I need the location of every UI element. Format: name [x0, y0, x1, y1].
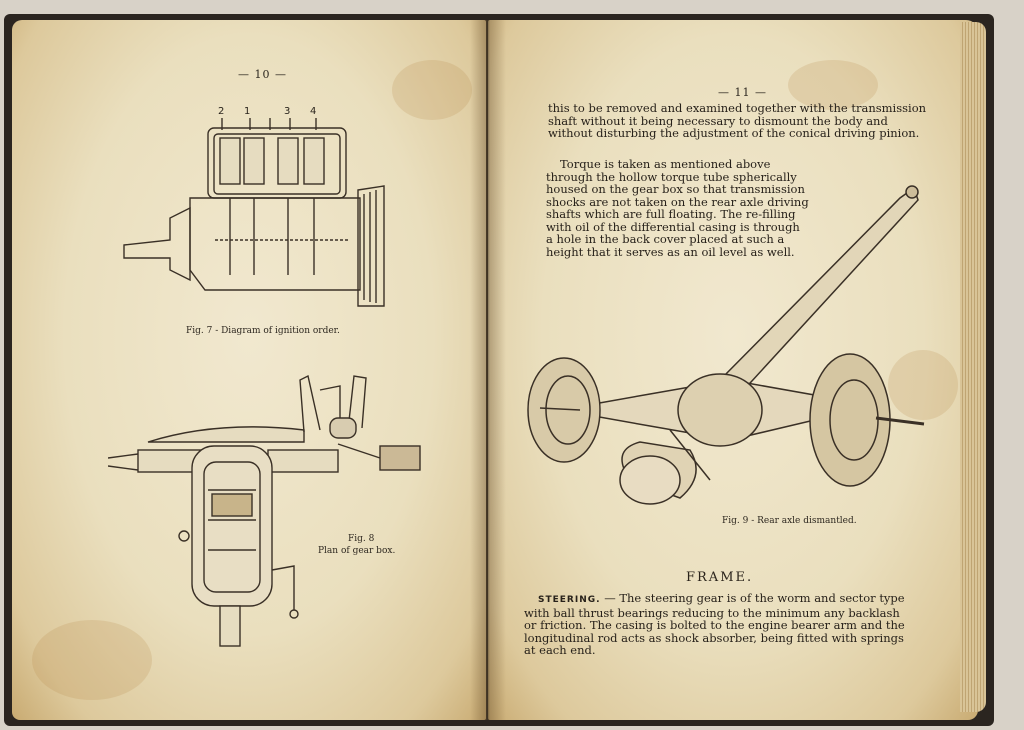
page-number-right: — 11 —	[718, 86, 767, 99]
figure-8-gearbox-plan	[108, 370, 428, 650]
cylinder-label: 1	[244, 106, 251, 117]
paragraph-transmission: this to be removed and examined together with the transmission shaft without it being necessary to dismount the body and without disturbing the adjustment of the conical driving pinion.	[548, 101, 927, 140]
cylinder-label: 4	[310, 106, 317, 117]
page-edges	[960, 22, 986, 712]
cylinder-label: 2	[218, 106, 225, 117]
figure-9-caption: Fig. 9 - Rear axle dismantled.	[722, 516, 857, 526]
section-title-frame: FRAME.	[686, 570, 754, 585]
figure-8-caption: Plan of gear box.	[318, 546, 396, 556]
book-gutter	[470, 20, 506, 720]
paragraph-torque: Torque is taken as mentioned above through the hollow torque tube spherically housed on the gear box so that transmission shocks are not taken on the rear axle driving shafts which are full floating. The re-filling with oil of the differential casing is through a hole in the back cover placed at such a height that it serves as an oil level as well.	[546, 157, 809, 259]
paragraph-steering	[524, 592, 908, 657]
figure-9-rear-axle	[520, 180, 930, 530]
steering-label: STEERING.	[538, 595, 601, 605]
figure-7-engine-diagram	[120, 100, 390, 315]
page-number-left: — 10 —	[238, 68, 287, 81]
figure-7-caption: Fig. 7 - Diagram of ignition order.	[186, 326, 340, 336]
cylinder-label: 3	[284, 106, 291, 117]
steering-text: — The steering gear is of the worm and sector type with ball thrust bearings reducing to the minimum any backlash or friction. The casing is bolted to the engine bearer arm and the longitudinal rod acts as shock absorber, being fitted with springs at each end.	[524, 591, 905, 657]
figure-8-caption-number: Fig. 8	[348, 534, 375, 544]
